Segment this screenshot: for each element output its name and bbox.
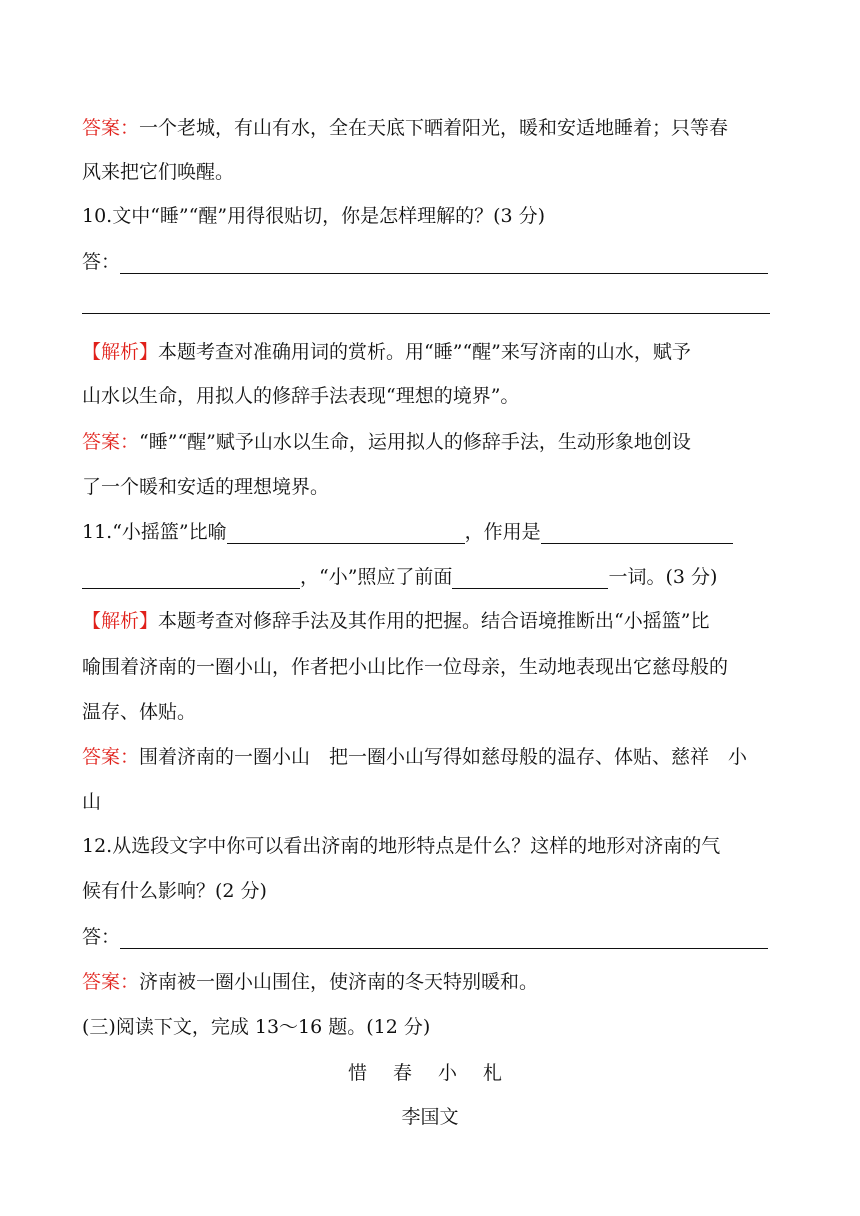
q11-question-line1	[82, 520, 782, 544]
question-text: ，作用是	[464, 521, 541, 543]
q11-question-line2	[82, 565, 782, 589]
q9-answer-line2: 风来把它们唤醒。	[82, 161, 235, 183]
q11-analysis-line2: 喻围着济南的一圈小山，作者把小山比作一位母亲，生动地表现出它慈母般的	[82, 656, 729, 678]
article-title: 惜 春 小 札	[347, 1062, 513, 1084]
q10-answer-blank-line2[interactable]	[82, 313, 770, 314]
analysis-text: 本题考查对准确用词的赏析。用“睡”“醒”来写济南的山水，赋予	[158, 341, 691, 363]
q9-answer-line1	[82, 116, 782, 140]
q11-analysis-line3: 温存、体贴。	[82, 701, 197, 723]
answer-prompt: 答：	[82, 251, 121, 273]
q12-question-line2: 候有什么影响？(2 分)	[82, 880, 267, 902]
analysis-text: 本题考查对修辞手法及其作用的把握。结合语境推断出“小摇篮”比	[158, 610, 710, 632]
answer-prompt: 答：	[82, 926, 121, 948]
question-text: 一词。(3 分)	[608, 566, 718, 588]
q12-question-line1: 12.从选段文字中你可以看出济南的地形特点是什么？这样的地形对济南的气	[82, 835, 721, 857]
q10-answer-line1	[82, 430, 782, 454]
q10-analysis-line2: 山水以生命，用拟人的修辞手法表现“理想的境界”。	[82, 385, 520, 407]
q11-analysis-line1	[82, 609, 782, 633]
answer-label: 答案：	[82, 117, 140, 139]
section3-instruction: (三)阅读下文，完成 13～16 题。(12 分)	[82, 1016, 431, 1038]
q10-analysis-line1	[82, 340, 782, 364]
answer-blank[interactable]	[120, 253, 768, 274]
q10-answer-prompt-line	[82, 250, 782, 274]
q12-answer-prompt-line	[82, 925, 782, 949]
question-text: ，“小”照应了前面	[300, 566, 453, 588]
blank-2[interactable]	[541, 523, 733, 544]
blank-3[interactable]	[452, 568, 608, 589]
article-author: 李国文	[401, 1106, 459, 1128]
q11-answer-line2: 山	[82, 791, 102, 813]
answer-label: 答案：	[82, 746, 140, 768]
blank-1[interactable]	[227, 523, 465, 544]
q11-answer-line1	[82, 745, 782, 769]
q10-answer-line2: 了一个暖和安适的理想境界。	[82, 476, 330, 498]
answer-blank[interactable]	[120, 928, 768, 949]
answer-text: 一个老城，有山有水，全在天底下晒着阳光，暖和安适地睡着；只等春	[139, 117, 729, 139]
answer-text: “睡”“醒”赋予山水以生命，运用拟人的修辞手法，生动形象地创设	[139, 431, 691, 453]
blank-2-cont[interactable]	[82, 568, 300, 589]
analysis-label: 【解析】	[82, 341, 159, 363]
answer-label: 答案：	[82, 971, 140, 993]
q12-answer-line1	[82, 970, 782, 994]
answer-text: 济南被一圈小山围住，使济南的冬天特别暖和。	[139, 971, 539, 993]
answer-label: 答案：	[82, 431, 140, 453]
q10-question: 10.文中“睡”“醒”用得很贴切，你是怎样理解的？(3 分)	[82, 205, 546, 227]
answer-text: 围着济南的一圈小山 把一圈小山写得如慈母般的温存、体贴、慈祥 小	[139, 746, 748, 768]
question-text: 11.“小摇篮”比喻	[82, 521, 227, 543]
analysis-label: 【解析】	[82, 610, 159, 632]
